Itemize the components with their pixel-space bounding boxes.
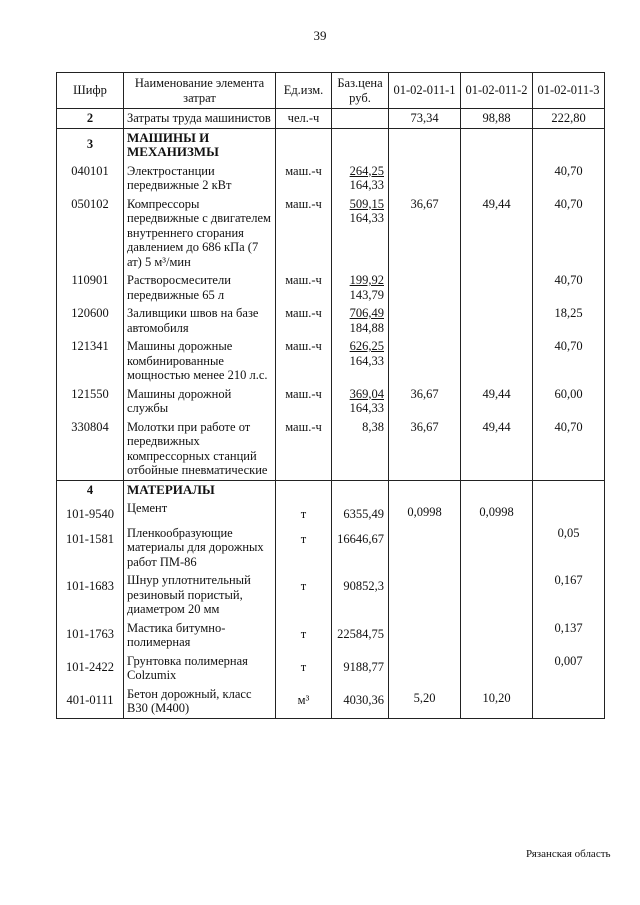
machine-price-total: 199,92 [349,273,384,287]
header-name: Наименование элемента затрат [124,73,276,109]
machine-price-wage: 143,79 [349,287,384,302]
machine-price-wage: 164,33 [349,178,384,192]
material-price: 4030,36 [332,685,389,719]
machine-price-wage: 164,33 [349,211,384,225]
machine-v3: 40,70 [533,337,605,385]
material-code: 101-1683 [57,571,124,619]
machine-v2 [461,337,533,385]
header-unit: Ед.изм. [276,73,332,109]
material-name: Пленкообразующие материалы для дорожных работ ПМ-86 [124,524,276,572]
material-price: 90852,3 [332,571,389,619]
material-code: 401-0111 [57,685,124,719]
material-name: Грунтовка полимерная Colzumix [124,652,276,685]
header-col1: 01-02-011-1 [389,73,461,109]
material-unit: т [276,619,332,652]
material-v3: 0,007 [533,652,605,685]
labor-unit: чел.-ч [276,109,332,129]
machine-v1 [389,162,461,195]
machine-code: 110901 [57,271,124,304]
labor-row [57,109,605,129]
material-unit: т [276,571,332,619]
machine-price-total: 706,49 [349,306,384,320]
material-name: Мастика битумно-полимерная [124,619,276,652]
materials-section [57,480,605,718]
material-v2: 10,20 [461,685,533,719]
machines-title-row [57,128,605,162]
empty-cell [276,128,332,162]
machine-name: Молотки при работе от передвижных компрессорных станций отбойные пневматические [124,418,276,481]
cost-table [56,72,605,719]
empty-cell [461,128,533,162]
machine-price-wage: 8,38 [362,419,384,434]
material-v1 [389,619,461,652]
material-v1: 0,0998 [389,499,461,524]
machine-price-total: 509,15 [349,196,384,211]
material-row [57,652,605,685]
machine-code: 121550 [57,385,124,418]
machine-price-wage: 164,33 [349,353,384,368]
material-v2 [461,571,533,619]
machine-v1: 36,67 [389,385,461,418]
materials-title-row [57,480,605,499]
machine-row [57,195,605,272]
empty-cell [276,480,332,499]
header-price: Баз.цена руб. [332,73,389,109]
machine-v3: 18,25 [533,304,605,337]
machine-v2 [461,304,533,337]
labor-section [57,109,605,129]
material-v3 [533,499,605,524]
machine-name: Электростанции передвижные 2 кВт [124,162,276,195]
material-price: 6355,49 [332,499,389,524]
empty-cell [389,480,461,499]
material-unit: т [276,524,332,572]
machine-unit: маш.-ч [276,418,332,481]
labor-code: 2 [57,109,124,129]
machine-price [332,304,389,337]
material-v3: 0,167 [533,571,605,619]
materials-code: 4 [57,480,124,499]
machine-v2: 49,44 [461,385,533,418]
machine-name: Растворосмесители передвижные 65 л [124,271,276,304]
machines-section [57,128,605,480]
machine-unit: маш.-ч [276,304,332,337]
machine-code: 040101 [57,162,124,195]
machine-code: 330804 [57,418,124,481]
machine-row [57,418,605,481]
machines-code: 3 [57,128,124,162]
material-code: 101-1581 [57,524,124,572]
machine-v2 [461,162,533,195]
material-v2: 0,0998 [461,499,533,524]
machine-unit: маш.-ч [276,337,332,385]
empty-cell [389,128,461,162]
machine-v3: 40,70 [533,162,605,195]
machine-price [332,418,389,481]
labor-v1: 73,34 [389,109,461,129]
machine-price-total: 264,25 [349,163,384,178]
machine-row [57,385,605,418]
machine-v2: 49,44 [461,418,533,481]
machine-v3: 40,70 [533,271,605,304]
labor-price [332,109,389,129]
material-unit: м³ [276,685,332,719]
material-row [57,499,605,524]
material-row [57,524,605,572]
material-price: 9188,77 [332,652,389,685]
labor-v2: 98,88 [461,109,533,129]
material-v2 [461,619,533,652]
material-code: 101-9540 [57,499,124,524]
material-name: Бетон дорожный, класс В30 (М400) [124,685,276,719]
material-unit: т [276,499,332,524]
material-code: 101-1763 [57,619,124,652]
material-price: 16646,67 [332,524,389,572]
header-col2: 01-02-011-2 [461,73,533,109]
material-v3: 0,137 [533,619,605,652]
machine-name: Машины дорожной службы [124,385,276,418]
machine-price [332,162,389,195]
machine-unit: маш.-ч [276,195,332,272]
page-number: 39 [313,28,327,43]
table-header [57,73,605,109]
empty-cell [533,480,605,499]
machine-name: Компрессоры передвижные с двигателем внутреннего сгорания давлением до 686 кПа (7 ат) 5 м³/мин [124,195,276,272]
machine-unit: маш.-ч [276,162,332,195]
machine-price-wage: 164,33 [349,401,384,415]
machine-code: 121341 [57,337,124,385]
machine-name: Машины дорожные комбинированные мощностью менее 210 л.с. [124,337,276,385]
machine-price-total: 626,25 [349,339,384,353]
machine-v1 [389,337,461,385]
material-v1: 5,20 [389,685,461,719]
machine-v2: 49,44 [461,195,533,272]
machine-v1: 36,67 [389,418,461,481]
empty-cell [533,128,605,162]
machine-row [57,271,605,304]
material-v1 [389,524,461,572]
machine-v3: 40,70 [533,418,605,481]
machine-row [57,304,605,337]
empty-cell [332,480,389,499]
material-row [57,619,605,652]
material-price: 22584,75 [332,619,389,652]
machines-title: МАШИНЫ И МЕХАНИЗМЫ [124,128,276,162]
machine-v1 [389,304,461,337]
labor-name: Затраты труда машинистов [124,109,276,129]
footer-region: Рязанская область [526,848,611,860]
machine-v3: 40,70 [533,195,605,272]
machine-name: Заливщики швов на базе автомобиля [124,304,276,337]
header-col3: 01-02-011-3 [533,73,605,109]
machine-v3: 60,00 [533,385,605,418]
material-v2 [461,524,533,572]
material-unit: т [276,652,332,685]
machine-code: 050102 [57,195,124,272]
machine-price [332,271,389,304]
material-code: 101-2422 [57,652,124,685]
labor-v3: 222,80 [533,109,605,129]
material-row [57,685,605,719]
material-v3 [533,685,605,719]
material-v1 [389,571,461,619]
machine-code: 120600 [57,304,124,337]
machine-price [332,385,389,418]
materials-title: МАТЕРИАЛЫ [124,480,276,499]
machine-unit: маш.-ч [276,385,332,418]
empty-cell [332,128,389,162]
machine-row [57,162,605,195]
machine-unit: маш.-ч [276,271,332,304]
material-row [57,571,605,619]
material-v3: 0,05 [533,524,605,572]
machine-price [332,195,389,272]
machine-row [57,337,605,385]
empty-cell [461,480,533,499]
machine-price-total: 369,04 [349,386,384,401]
machine-v1: 36,67 [389,195,461,272]
machine-price-wage: 184,88 [349,320,384,335]
material-name: Цемент [124,499,276,524]
machine-v1 [389,271,461,304]
machine-price [332,337,389,385]
material-name: Шнур уплотнительный резиновый пористый, диаметром 20 мм [124,571,276,619]
material-v1 [389,652,461,685]
material-v2 [461,652,533,685]
header-code: Шифр [57,73,124,109]
machine-v2 [461,271,533,304]
